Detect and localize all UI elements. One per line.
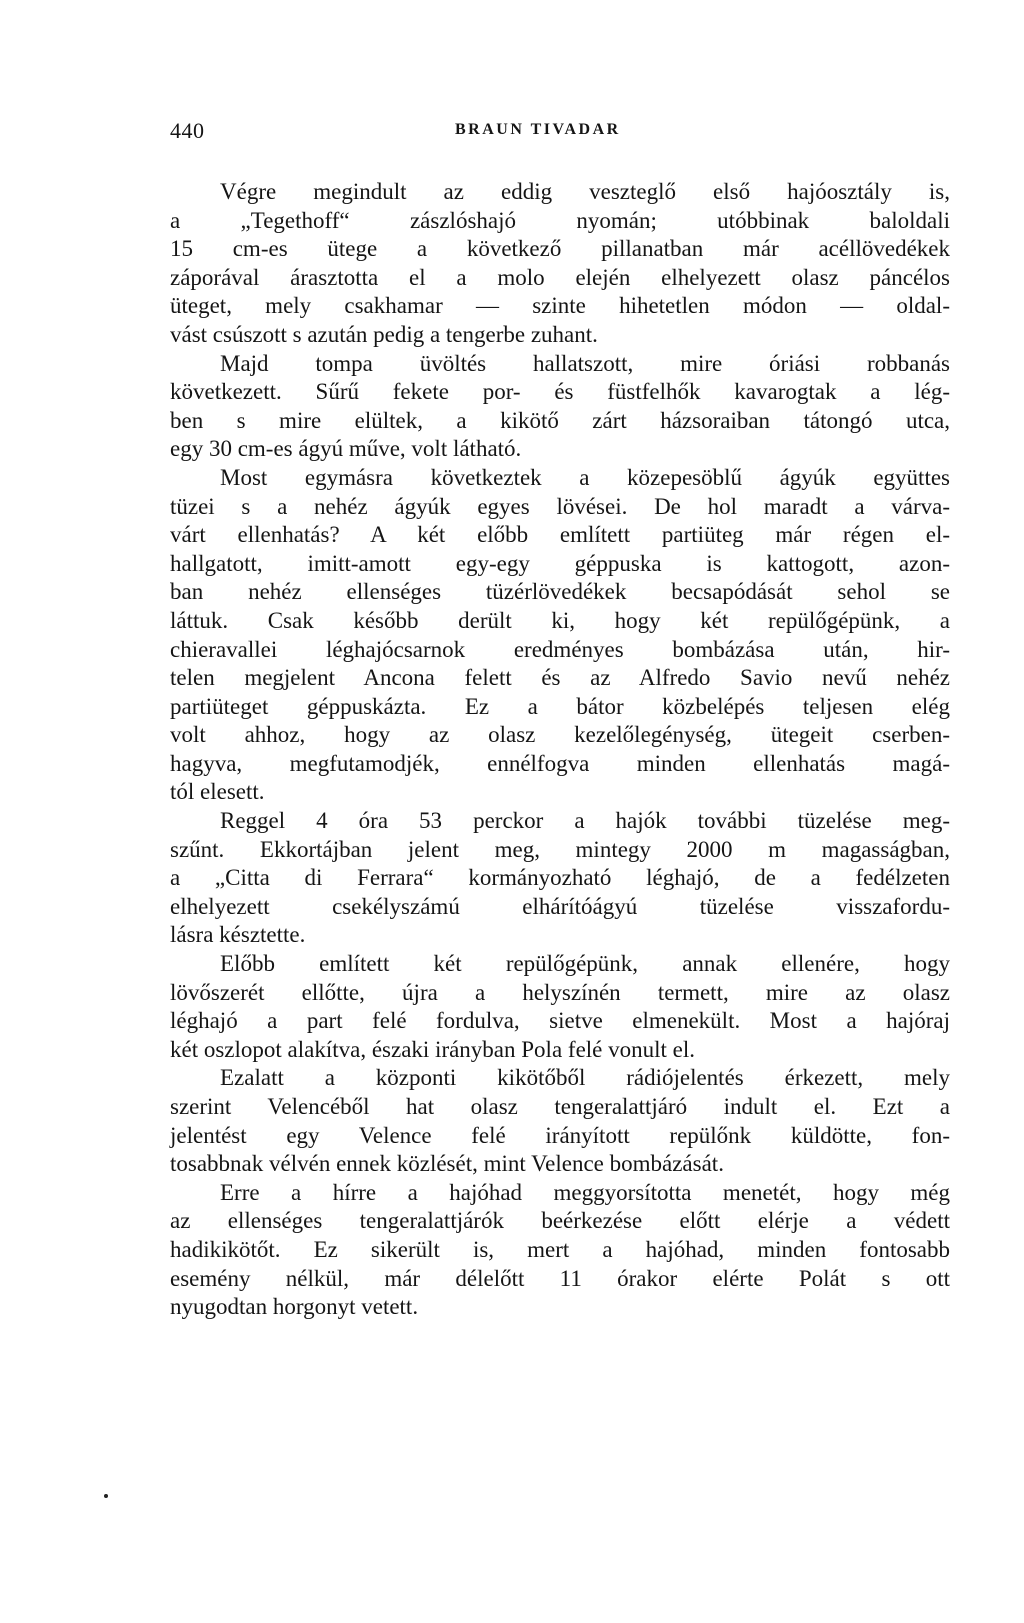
text-line: láttuk. Csak később derült ki, hogy két repülőgépünk, a — [170, 607, 950, 633]
text-line: két oszlopot alakítva, északi irányban Pola felé vonult el. — [170, 1036, 696, 1062]
paragraph — [170, 1064, 950, 1178]
text-line: vást csúszott s azután pedig a tengerbe zuhant. — [170, 321, 598, 347]
paragraph — [170, 178, 950, 350]
text-line: tüzei s a nehéz ágyúk egyes lövései. De hol maradt a várva- — [170, 493, 950, 519]
text-line: partiüteget géppuskázta. Ez a bátor közbelépés teljesen elég — [170, 693, 950, 719]
text-line: elhelyezett csekélyszámú elhárítóágyú tüzelése visszafordu- — [170, 893, 950, 919]
page-header — [170, 118, 950, 148]
text-line: ben s mire elültek, a kikötő zárt házsoraiban tátongó utca, — [170, 407, 950, 433]
text-line: chieravallei léghajócsarnok eredményes bombázása után, hir- — [170, 636, 950, 662]
text-line: Erre a hírre a hajóhad meggyorsította menetét, hogy még — [220, 1179, 950, 1205]
text-line: a „Tegethoff“ zászlóshajó nyomán; utóbbinak baloldali — [170, 207, 950, 233]
text-line: következett. Sűrű fekete por- és füstfelhők kavarogtak a lég- — [170, 379, 950, 405]
text-line: telen megjelent Ancona felett és az Alfredo Savio nevű nehéz — [170, 665, 950, 691]
text-line: várt ellenhatás? A két előbb említett partiüteg már régen el- — [170, 522, 950, 548]
text-line: záporával árasztotta el a molo elején elhelyezett olasz páncélos — [170, 264, 950, 290]
text-line: 15 cm-es ütegе a következő pillanatban már acéllövedékek — [170, 236, 950, 262]
text-line: Most egymásra következtek a közepesöblű ágyúk együttes — [220, 464, 950, 490]
text-line: Előbb említett két repülőgépünk, annak ellenére, hogy — [220, 951, 950, 977]
text-line: az ellenséges tengeralattjárók beérkezése előtt elérje a védett — [170, 1208, 950, 1234]
paragraph — [170, 350, 950, 464]
paragraph — [170, 950, 950, 1064]
text-line: Ezalatt a központi kikötőből rádiójelentés érkezett, mely — [220, 1065, 950, 1091]
print-speck — [104, 1494, 108, 1498]
text-line: Reggel 4 óra 53 perckor a hajók további tüzelése meg- — [220, 808, 950, 834]
text-line: tosabbnak vélvén ennek közlését, mint Velence bombázását. — [170, 1151, 724, 1177]
text-line: Végre megindult az eddig veszteglő első hajóosztály is, — [220, 179, 950, 204]
text-line: jelentést egy Velence felé irányított repülőnk küldötte, fon- — [170, 1122, 950, 1148]
text-line: egy 30 cm-es ágyú műve, volt látható. — [170, 436, 522, 462]
text-line: a „Citta di Ferrara“ kormányozható léghajó, de a fedélzeten — [170, 865, 950, 891]
text-line: tól elesett. — [170, 779, 265, 805]
paragraph — [170, 807, 950, 950]
text-line: üteget, mely csakhamar — szinte hihetetlen módon — oldal- — [170, 293, 950, 319]
text-line: hadikikötőt. Ez sikerült is, mert a hajóhad, minden fontosabb — [170, 1236, 950, 1262]
text-line: ban nehéz ellenséges tüzérlövedékek becsapódását sehol se — [170, 579, 950, 605]
text-line: lövőszerét ellőtte, újra a helyszínén termett, mire az olasz — [170, 979, 950, 1005]
text-line: léghajó a part felé fordulva, sietve elmenekült. Most a hajóraj — [170, 1008, 950, 1034]
text-line: szűnt. Ekkortájban jelent meg, mintegy 2000 m magasságban, — [170, 836, 950, 862]
running-head: BRAUN TIVADAR — [455, 121, 621, 138]
text-line: volt ahhoz, hogy az olasz kezelőlegénység, ütegeit cserben- — [170, 722, 950, 748]
body-text — [170, 178, 950, 1322]
text-line: nyugodtan horgonyt vetett. — [170, 1294, 419, 1320]
page-number: 440 — [170, 118, 205, 143]
text-line: hallgatott, imitt-amott egy-egy géppuska is kattogott, azon- — [170, 550, 950, 576]
text-line: esemény nélkül, már délelőtt 11 órakor elérte Polát s ott — [170, 1265, 950, 1291]
text-line: hagyva, megfutamodjék, ennélfogva minden ellenhatás magá- — [170, 750, 950, 776]
paragraph — [170, 1179, 950, 1322]
paragraph — [170, 464, 950, 807]
text-line: Majd tompa üvöltés hallatszott, mire óriási robbanás — [220, 350, 950, 376]
text-line: lásra késztette. — [170, 922, 306, 948]
text-line: szerint Velencéből hat olasz tengeralattjáró indult el. Ezt a — [170, 1094, 950, 1119]
